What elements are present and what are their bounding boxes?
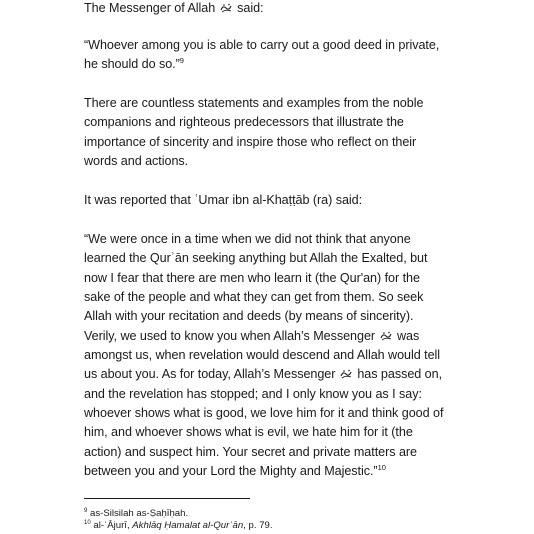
quote-line: him, and whoever shows what is evil, we hate him for it (the (84, 425, 413, 439)
footnote-separator (84, 498, 250, 499)
quote-line: amongst us, when revelation would descend and Allah would tell (84, 348, 441, 362)
salawat-calligraphy-icon (220, 3, 233, 13)
paragraph-line: companions and righteous predecessors that illustrate the (84, 115, 404, 129)
quote-line: action) and suspect him. Your secret and private matters are (84, 445, 418, 459)
footnote: $^9$ as-Silsilah as-Ṣaḥīḥah. (84, 508, 189, 519)
intro-line: The Messenger of Allah said: (84, 1, 264, 15)
salawat-calligraphy-icon (340, 369, 353, 379)
hadith-line: he should do so.”$^9$ (84, 56, 184, 71)
quote-line: Allah with your recitation and deeds (by means of sincerity). (84, 309, 414, 323)
quote-line: Verily, we used to know you when Allah’s Messenger was (84, 329, 420, 343)
footnote-ref: 9 (179, 56, 184, 65)
footnote-ref: 10 (377, 463, 386, 472)
paragraph-line: It was reported that ʿUmar ibn al-Khaṭṭāb (ra) said: (84, 193, 363, 207)
quote-line: now I fear that there are men who learn it (the Qur'an) for the (84, 271, 420, 285)
hadith-line: “Whoever among you is able to carry out a good deed in private, (84, 38, 440, 52)
quote-line: sake of the people and what they can get from them. So seek (84, 290, 424, 304)
quote-line: learned the Qurʾān seeking anything but Allah the Exalted, but (84, 251, 428, 265)
quote-line: between you and your Lord the Mighty and Majestic.”$^{10}$ (84, 463, 386, 478)
quote-line: us about you. As for today, Allah’s Messenger has passed on, (84, 367, 443, 381)
salawat-calligraphy-icon (380, 331, 393, 341)
quote-line: “We were once in a time when we did not think that anyone (84, 232, 411, 246)
footnote: $^{10}$ al-ʾĀjurī, Akhlāq Ḥamalat al-Qurʾān, p. 79. (84, 520, 273, 531)
quote-line: and the revelation has stopped; and I only know you as I say: (84, 387, 422, 401)
paragraph-line: There are countless statements and examples from the noble (84, 96, 424, 110)
paragraph-line: words and actions. (84, 154, 189, 168)
quote-line: whoever shows what is good, we love him for it and think good of (84, 406, 444, 420)
paragraph-line: importance of sincerity and inspire those who reflect on their (84, 135, 417, 149)
